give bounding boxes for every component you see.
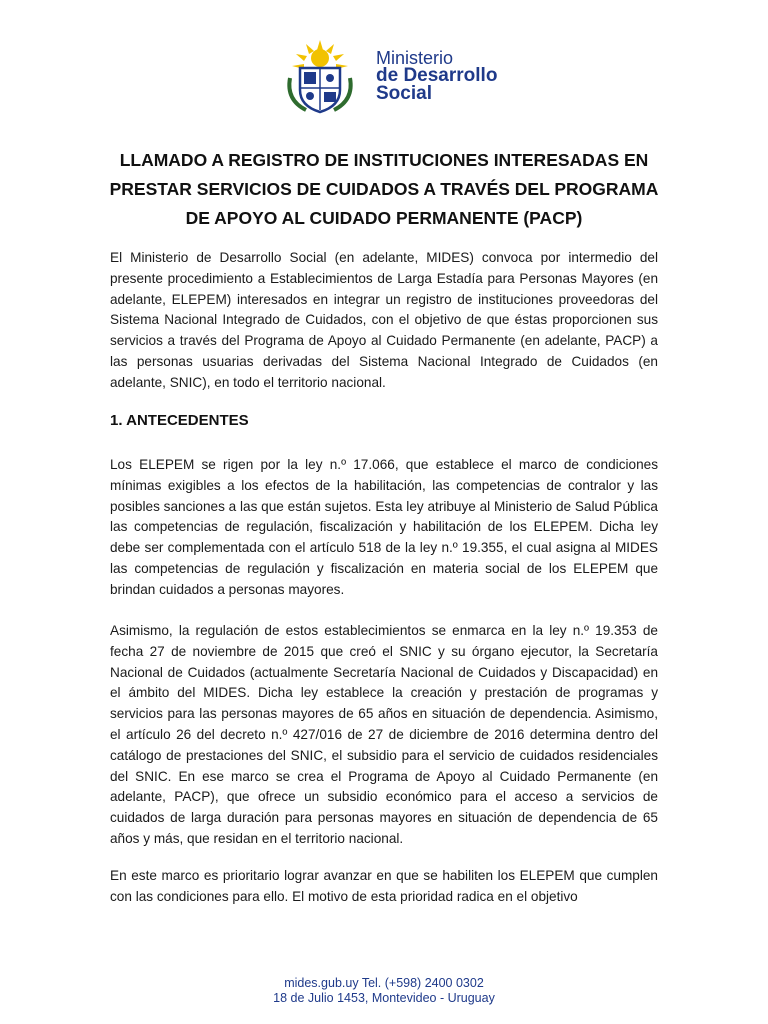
footer-contact: mides.gub.uy Tel. (+598) 2400 0302 — [284, 976, 484, 990]
section1-paragraph-3: En este marco es prioritario lograr avanzar en que se habiliten los ELEPEM que cumplen con las condiciones para ello. El motivo de esta prioridad radica en el objetivo — [110, 868, 658, 904]
uruguay-coat-of-arms-icon — [276, 38, 364, 114]
section1-paragraph-1: Los ELEPEM se rigen por la ley n.º 17.066, que establece el marco de condiciones mínimas exigibles a los efectos de la habilitación, las competencias de contralor y las posibles sanciones a las que están sujetos. Esta ley atribuye al Ministerio de Salud Pública las competencias de regulación, fiscalización y habilitación de los ELEPEM. Dicha ley debe ser complementada con el artículo 518 de la ley n.º 19.355, el cual asigna al MIDES las competencias de regulación y fiscalización en materia social de los ELEPEM que brindan cuidados a personas mayores. — [110, 457, 658, 597]
page-footer — [0, 976, 768, 1006]
ministry-name-line2: de Desarrollo — [376, 65, 498, 86]
document-title: LLAMADO A REGISTRO DE INSTITUCIONES INTERESADAS EN PRESTAR SERVICIOS DE CUIDADOS A TRAVÉS DEL PROGRAMA DE APOYO AL CUIDADO PERMANENTE (PACP) — [109, 150, 659, 228]
ministry-name-line1: Ministerio — [376, 48, 454, 68]
intro-paragraph: El Ministerio de Desarrollo Social (en adelante, MIDES) convoca por intermedio del presente procedimiento a Establecimientos de Larga Estadía para Personas Mayores (en adelante, ELEPEM) interesados en integrar un registro de instituciones proveedoras del Sistema Nacional Integrado de Cuidados, con el objetivo de que éstas proporcionen sus servicios a través del Programa de Apoyo al Cuidado Permanente (en adelante, PACP) a las personas usuarias derivadas del Sistema Nacional Integrado de Cuidados (en adelante, SNIC), en todo el territorio nacional. — [110, 250, 658, 390]
section-heading-antecedentes: 1. ANTECEDENTES — [110, 412, 249, 429]
ministry-name-line3: Social — [376, 83, 432, 104]
ministry-logo — [276, 38, 497, 114]
ministry-name — [376, 49, 497, 103]
section1-paragraph-2: Asimismo, la regulación de estos establecimientos se enmarca en la ley n.º 19.353 de fecha 27 de noviembre de 2015 que creó el SNIC y su órgano ejecutor, la Secretaría Nacional de Cuidados (actualmente Secretaría Nacional de Cuidados y Discapacidad) en el ámbito del MIDES. Dicha ley establece la creación y prestación de programas y servicios para las personas mayores de 65 años en situación de dependencia. Asimismo, el artículo 26 del decreto n.º 427/016 de 27 de diciembre de 2016 determina dentro del catálogo de prestaciones del SNIC, el subsidio para el servicio de cuidados residenciales del SNIC. En ese marco se crea el Programa de Apoyo al Cuidado Permanente (en adelante, PACP), que ofrece un subsidio económico para el acceso a servicios de cuidados de larga duración para personas mayores en situación de dependencia de 65 años y más, que residan en el territorio nacional. — [110, 623, 658, 846]
footer-address: 18 de Julio 1453, Montevideo - Uruguay — [273, 991, 495, 1005]
